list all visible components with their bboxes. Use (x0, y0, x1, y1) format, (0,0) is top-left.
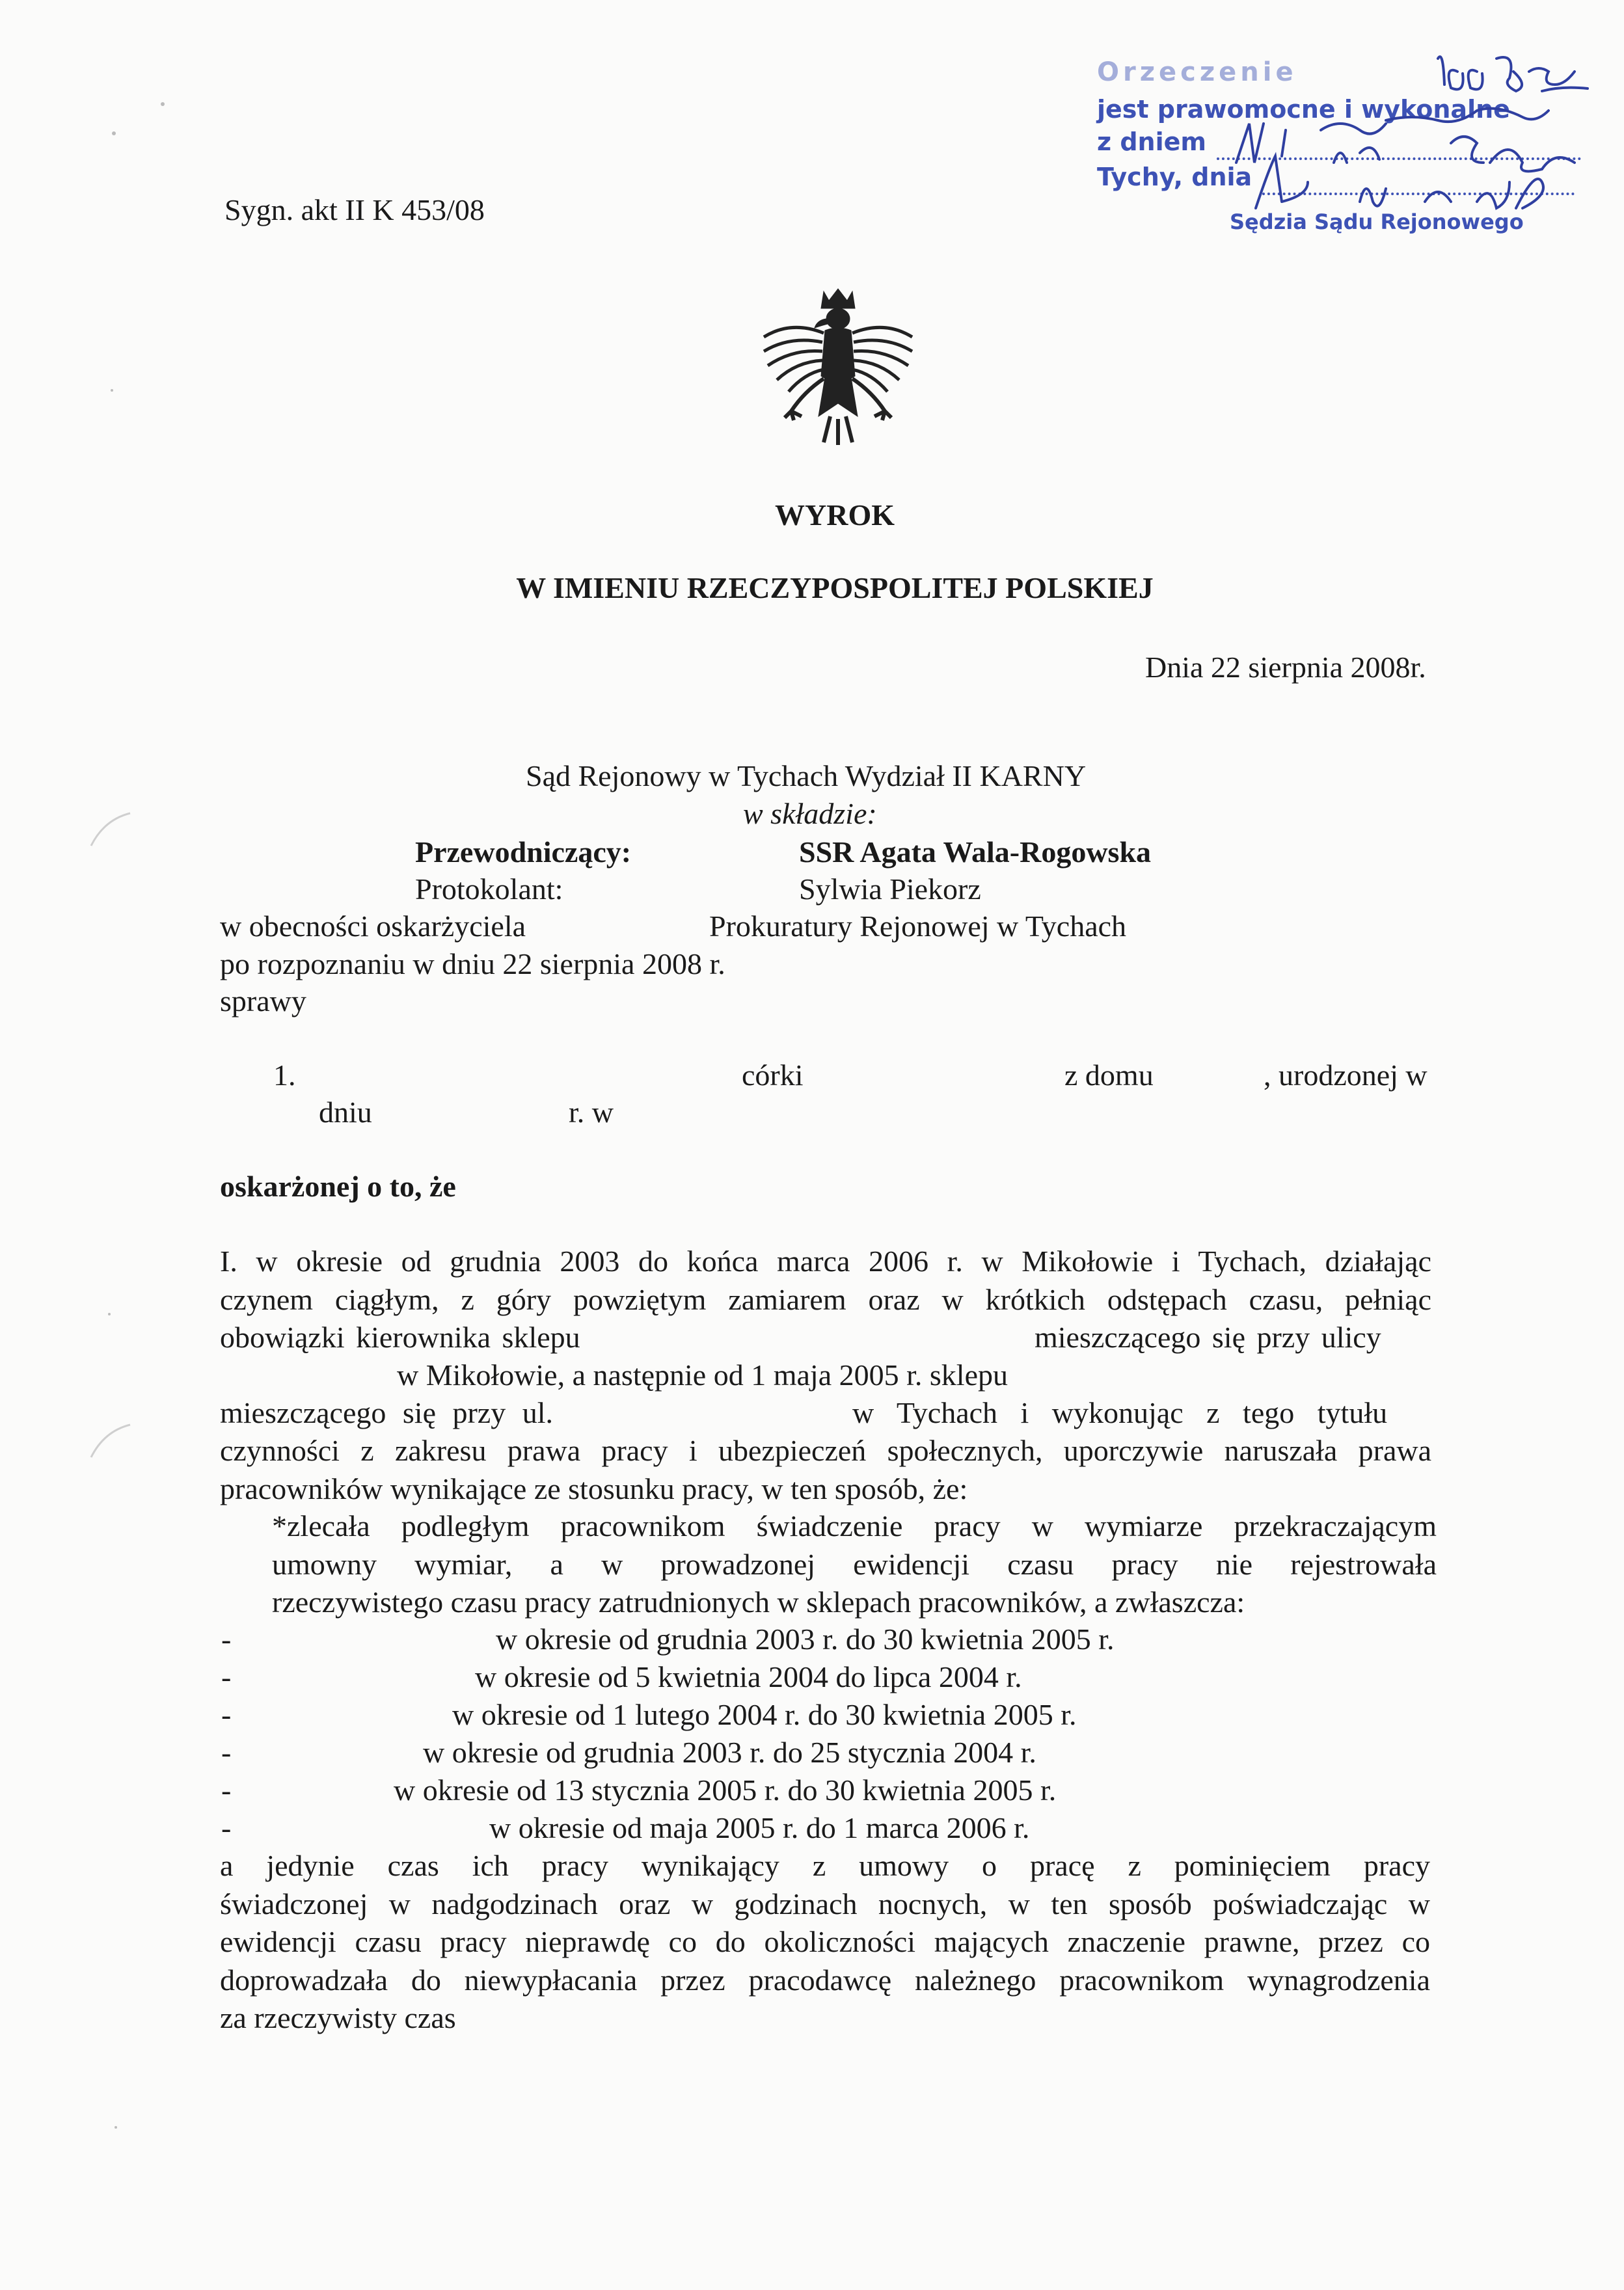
sub-line: *zlecała podległym pracownikom świadczenie pracy w wymiarze przekraczającym (272, 1509, 1437, 1542)
period-item: w okresie od maja 2005 r. do 1 marca 2006 r. (489, 1811, 1030, 1844)
period-dash: - (221, 1623, 232, 1656)
prosecutor-name: Prokuratury Rejonowej w Tychach (709, 909, 1127, 943)
period-dash: - (221, 1736, 232, 1769)
closing-line: a jedynie czas ich pracy wynikający z umowy o pracę z pominięciem pracy (220, 1849, 1430, 1882)
sub-line: rzeczywistego czasu pracy zatrudnionych w sklepach pracowników, a zwłaszcza: (272, 1585, 1245, 1619)
prosecutor-label: w obecności oskarżyciela (220, 909, 526, 943)
subtitle-text: W IMIENIU RZECZYPOSPOLITEJ POLSKIEJ (516, 571, 1154, 604)
period-item: w okresie od 1 lutego 2004 r. do 30 kwietnia 2005 r. (452, 1698, 1077, 1731)
defendant-on-day: dniu (319, 1096, 372, 1129)
defendant-daughter-of: córki (742, 1058, 804, 1092)
stamp-line-city: Tychy, dnia (1097, 163, 1252, 191)
clerk-name: Sylwia Piekorz (799, 872, 981, 906)
presiding-name: SSR Agata Wala-Rogowska (799, 835, 1152, 869)
case-word: sprawy (220, 984, 306, 1017)
hearing-line: po rozpoznaniu w dniu 22 sierpnia 2008 r. (220, 947, 725, 980)
sub-line: umowny wymiar, a w prowadzonej ewidencji czasu pracy nie rejestrowała (272, 1547, 1437, 1581)
period-dash: - (221, 1660, 232, 1693)
composition-label: w składzie: (743, 797, 877, 830)
presiding-label: Przewodniczący: (415, 835, 632, 869)
period-item: w okresie od grudnia 2003 r. do 25 stycznia 2004 r. (423, 1736, 1036, 1769)
period-dash: - (221, 1698, 232, 1731)
case-signature: Sygn. akt II K 453/08 (224, 193, 485, 226)
charge-line: w Mikołowie, a następnie od 1 maja 2005 r. sklepu (397, 1358, 1008, 1392)
charge-line: pracowników wynikające ze stosunku pracy, w ten sposób, że: (220, 1472, 968, 1505)
charge-line: mieszczącego się przy ul. (220, 1396, 553, 1429)
period-item: w okresie od grudnia 2003 r. do 30 kwietnia 2005 r. (496, 1623, 1115, 1656)
charge-line: czynności z zakresu prawa pracy i ubezpieczeń społecznych, uporczywie naruszała prawa (220, 1434, 1431, 1467)
stamp-line-date: z dniem (1097, 128, 1206, 156)
closing-line: za rzeczywisty czas (220, 2001, 456, 2034)
charge-line: w Tychach i wykonując z tego tytułu (852, 1396, 1388, 1429)
clerk-label: Protokolant: (415, 872, 563, 906)
accused-heading: oskarżonej o to, że (220, 1170, 456, 1203)
stamp-line-ruling: Orzeczenie (1097, 57, 1297, 87)
period-item: w okresie od 5 kwietnia 2004 do lipca 2004 r. (475, 1660, 1022, 1693)
period-dash: - (221, 1773, 232, 1807)
charge-line: I. w okresie od grudnia 2003 do końca marca 2006 r. w Mikołowie i Tychach, działając (220, 1245, 1431, 1278)
defendant-year: r. w (569, 1096, 614, 1129)
closing-line: ewidencji czasu pracy nieprawdę co do okoliczności mających znaczenie prawne, przez co (220, 1925, 1430, 1958)
stamp-line-final: jest prawomocne i wykonalne (1097, 95, 1510, 124)
stamp-line-judge: Sędzia Sądu Rejonowego (1230, 209, 1524, 234)
period-dash: - (221, 1811, 232, 1844)
defendant-born-in: , urodzonej w (1264, 1058, 1428, 1092)
charge-line: obowiązki kierownika sklepu (220, 1321, 580, 1354)
title-text: WYROK (775, 498, 895, 532)
period-item: w okresie od 13 stycznia 2005 r. do 30 kwietnia 2005 r. (394, 1773, 1057, 1807)
closing-line: świadczonej w nadgodzinach oraz w godzinach nocnych, w ten sposób poświadczając w (220, 1887, 1430, 1920)
defendant-maiden-name: z domu (1064, 1058, 1154, 1092)
charge-line: mieszczącego się przy ulicy (1035, 1321, 1381, 1354)
judgment-date: Dnia 22 sierpnia 2008r. (1145, 651, 1426, 684)
court-name: Sąd Rejonowy w Tychach Wydział II KARNY (526, 759, 1087, 792)
closing-line: doprowadzała do niewypłacania przez pracodawcę należnego pracownikom wynagrodzenia (220, 1963, 1430, 1997)
defendant-number: 1. (273, 1058, 296, 1092)
charge-line: czynem ciągłym, z góry powziętym zamiarem oraz w krótkich odstępach czasu, pełniąc (220, 1282, 1431, 1316)
